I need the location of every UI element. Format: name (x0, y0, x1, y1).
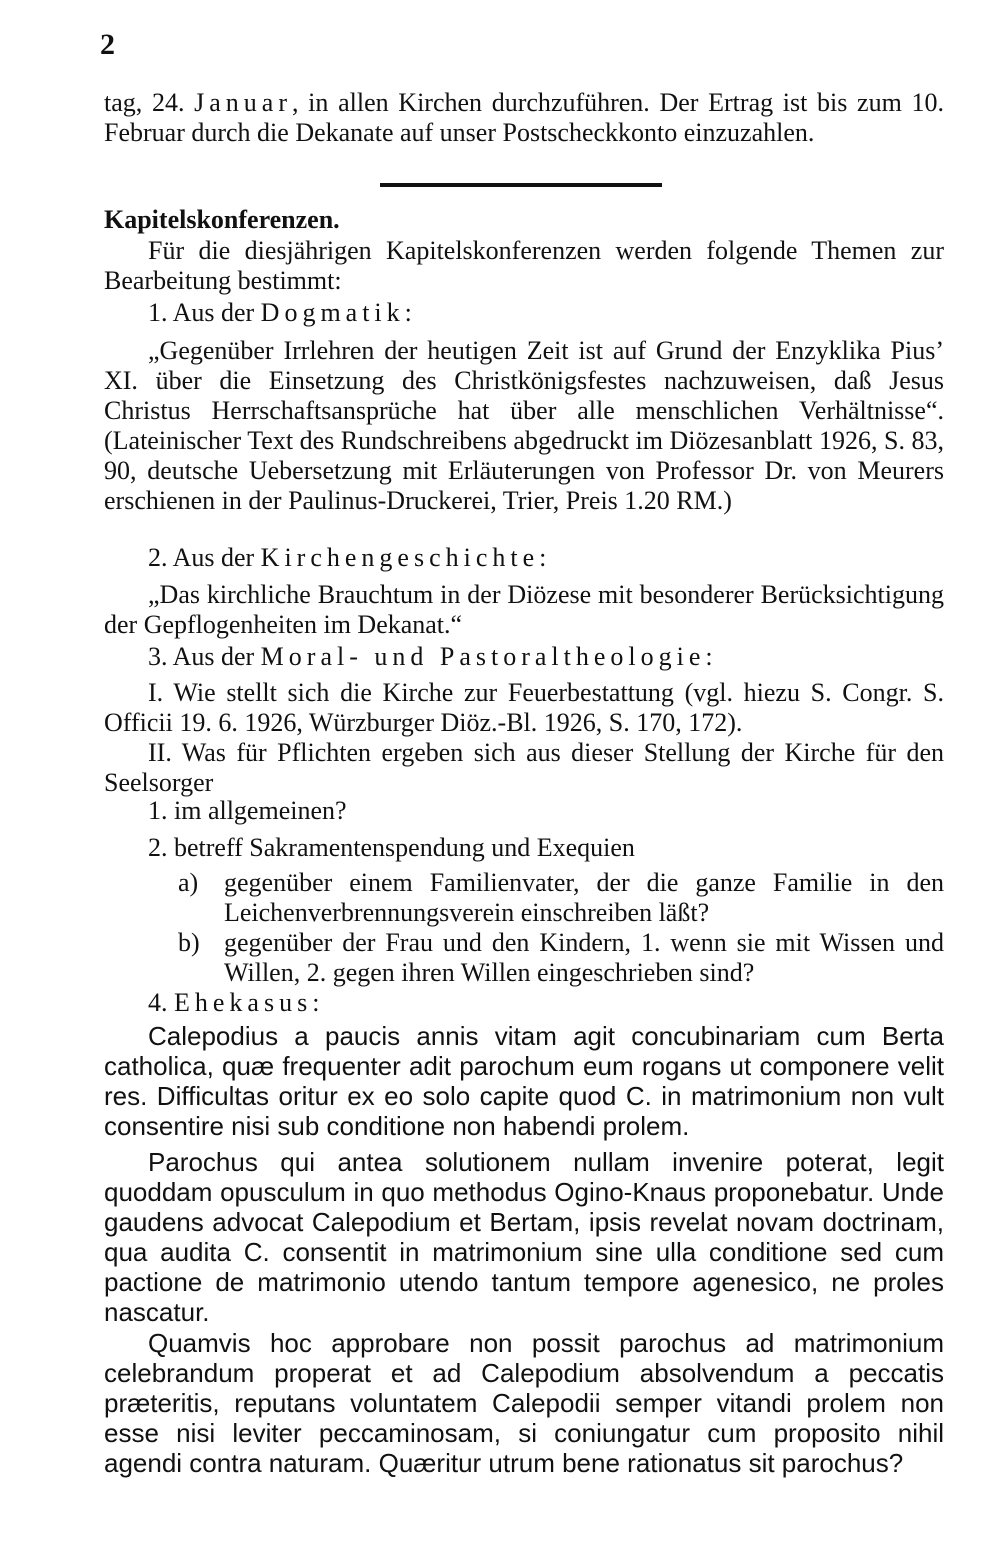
section-divider (380, 183, 662, 187)
subpoint-a-label: a) (178, 868, 199, 897)
topic-1-prefix: 1. Aus der (148, 298, 261, 327)
latin-paragraph-1: Calepodius a paucis annis vitam agit concubinariam cum Berta catholica, quæ frequenter adit parochum eum rogans ut componere velit res. Difficultas oritur ex eo solo capite quod C. in matrimonium non vult consentire nisi sub conditione non habendi prolem. (104, 1021, 944, 1141)
latin-paragraph-2: Parochus qui antea solutionem nullam invenire poterat, legit quoddam opusculum in quo methodus Ogino-Knaus proponebatur. Unde gaudens advocat Calepodium et Bertam, ipsis revelat novam doctrinam, qua audita C. consentit in matrimonium sine ulla conditione sed cum pactione de matrimonio utendo tantum tempore agenesico, ne proles nascatur. (104, 1147, 944, 1327)
topic-2-name: Kirchengeschichte: (260, 543, 552, 572)
section-intro: Für die diesjährigen Kapitelskonferenzen werden folgende Themen zur Bearbeitung bestimmt: (104, 236, 944, 295)
page-number: 2 (100, 28, 115, 61)
topic-4-prefix: 4. (148, 988, 174, 1017)
intro-month: Januar (194, 88, 292, 117)
question-2-point-2: 2. betreff Sakramentenspendung und Exequien (148, 833, 635, 862)
subpoint-b-label: b) (178, 928, 200, 957)
latin-paragraph-3: Quamvis hoc approbare non possit parochus ad matrimonium celebrandum properat et ad Calepodium absolvendum a peccatis præteritis, reputans voluntatem Calepodii semper vitandi prolem non esse nisi leviter peccaminosam, si coniungatur cum proposito nihil agendi contra naturam. Quæritur utrum bene rationatus sit parochus? (104, 1328, 944, 1478)
topic-1-text: „Gegenüber Irrlehren der heutigen Zeit ist auf Grund der Enzyklika Pius’ XI. über die Einsetzung des Christkönigsfestes nachzuweisen, daß Jesus Christus Herrschaftsansprüche hat über alle menschlichen Verhältnisse“. (Lateinischer Text des Rundschreibens abgedruckt im Diözesanblatt 1926, S. 83, 90, deutsche Uebersetzung mit Erläuterungen von Professor Dr. von Meurers erschienen in der Paulinus-Druckerei, Trier, Preis 1.20 RM.) (104, 336, 944, 515)
intro-text-end: , in allen Kirchen durchzuführen. Der Ertrag ist bis zum 10. Februar durch die Dekanate auf unser Postscheckkonto einzuzahlen. (104, 88, 945, 147)
topic-4-name: Ehekasus: (174, 988, 325, 1017)
question-2-point-1: 1. im allgemeinen? (148, 796, 347, 825)
topic-4-title (148, 988, 944, 1018)
intro-text-start: tag, 24. (104, 88, 195, 117)
topic-2-title (148, 543, 944, 573)
topic-3-title (148, 642, 944, 672)
topic-3-prefix: 3. Aus der (148, 642, 261, 671)
topic-1-name: Dogmatik: (260, 298, 417, 327)
question-1: I. Wie stellt sich die Kirche zur Feuerbestattung (vgl. hiezu S. Congr. S. Officii 19. 6. 1926, Würzburger Diöz.-Bl. 1926, S. 170, 172). (104, 678, 944, 737)
subpoint-a-text: gegenüber einem Familienvater, der die ganze Familie in den Leichenverbrennungsverein einschreiben läßt? (224, 868, 944, 927)
intro-paragraph (104, 88, 944, 148)
question-2: II. Was für Pflichten ergeben sich aus dieser Stellung der Kirche für den Seelsorger (104, 738, 944, 797)
topic-3-name: Moral- und Pastoraltheologie: (260, 642, 718, 671)
topic-2-prefix: 2. Aus der (148, 543, 261, 572)
topic-2-text: „Das kirchliche Brauchtum in der Diözese mit besonderer Berücksichtigung der Gepflogenheiten im Dekanat.“ (104, 580, 944, 639)
topic-1-title (148, 298, 944, 328)
subpoint-b-text: gegenüber der Frau und den Kindern, 1. wenn sie mit Wissen und Willen, 2. gegen ihren Willen eingeschrieben sind? (224, 928, 944, 987)
section-heading: Kapitelskonferenzen. (104, 205, 340, 234)
